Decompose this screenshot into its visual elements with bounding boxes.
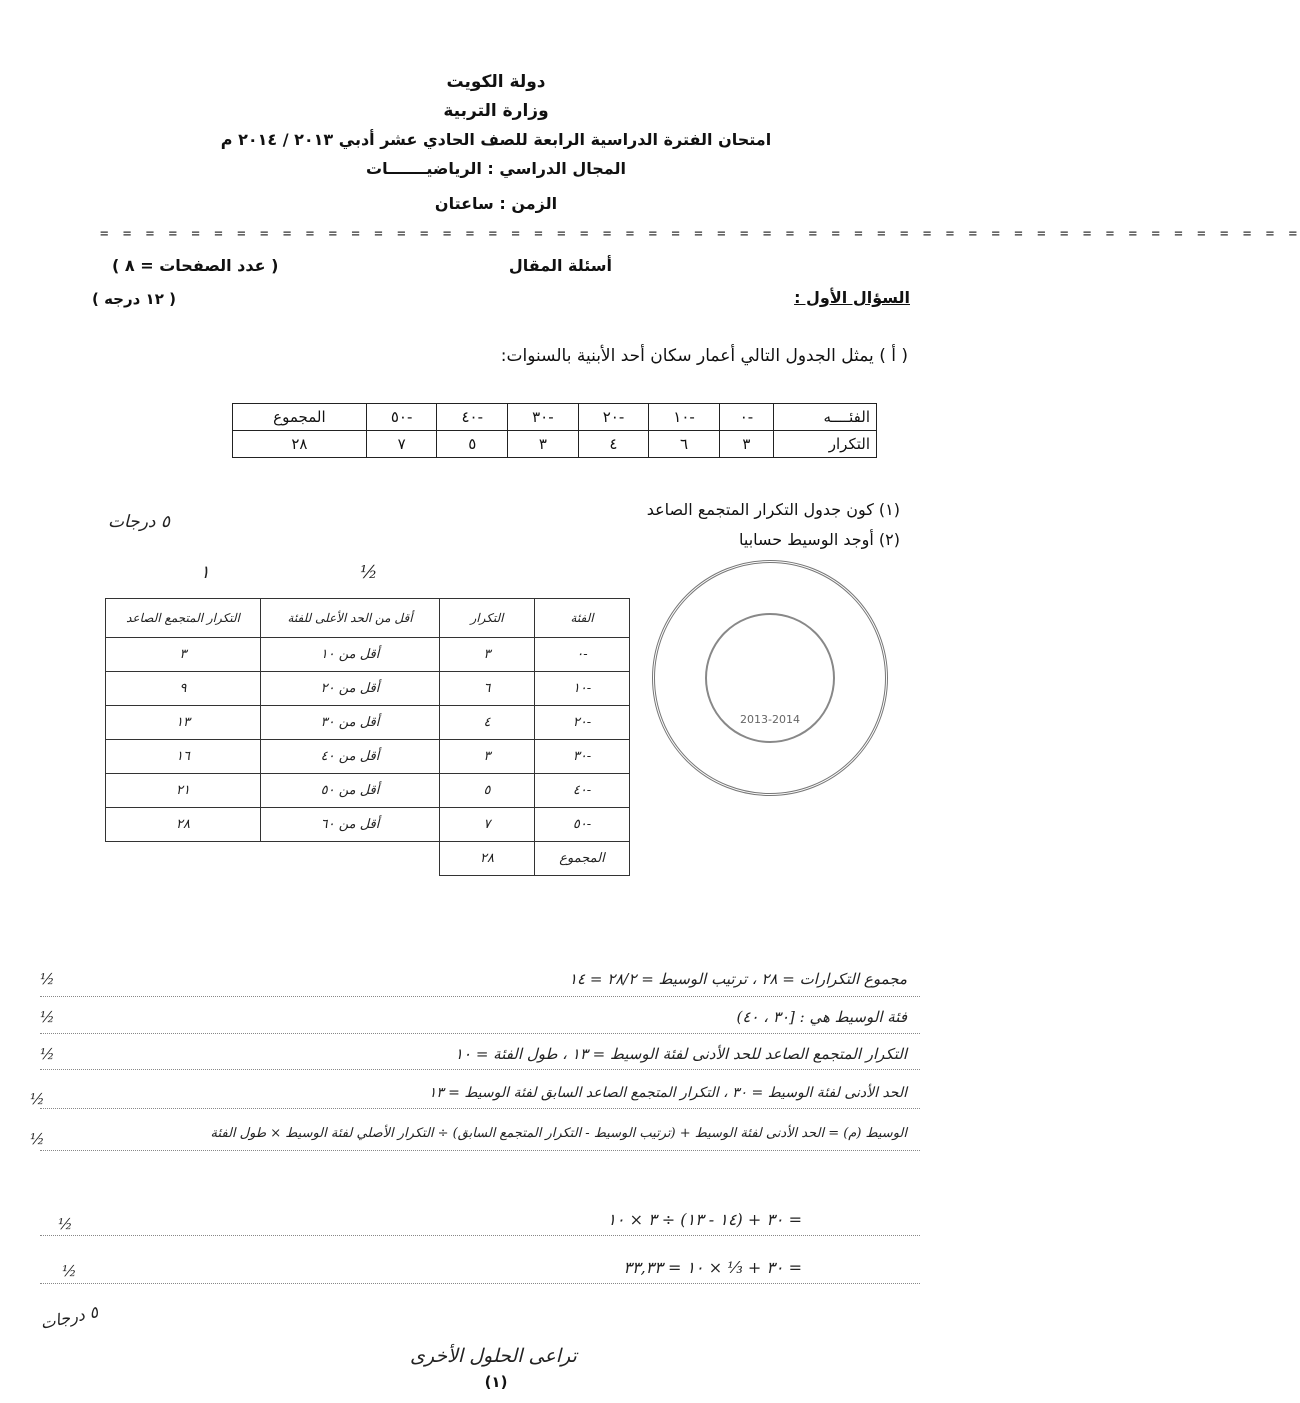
margin-mark: ½ — [30, 1090, 45, 1108]
cumulative-frequency-table — [105, 598, 630, 876]
class-cell: -٠ — [719, 404, 773, 431]
ruled-line — [40, 996, 920, 997]
solution-line: فئة الوسيط هي : [٣٠ ، ٤٠) — [736, 1008, 907, 1026]
frequency-cell: ٦ — [649, 431, 720, 458]
frequency-label: التكرار — [774, 431, 877, 458]
class-cell: -٥٠ — [366, 404, 437, 431]
answer-row — [106, 638, 630, 672]
frequency-row — [233, 431, 877, 458]
ruled-line — [40, 1235, 920, 1236]
class-cell: -٢٠ — [578, 404, 649, 431]
answer-cell: ٢١ — [106, 774, 261, 808]
answer-total-row — [106, 842, 630, 876]
bottom-marks-note: ٥ درجات — [38, 1302, 100, 1333]
essay-questions-title: أسئلة المقال — [508, 256, 612, 275]
frequency-cell: ٧ — [366, 431, 437, 458]
question-a-text: ( أ ) يمثل الجدول التالي أعمار سكان أحد الأبنية بالسنوات: — [500, 346, 908, 366]
header-class: الفئة — [535, 599, 630, 638]
frequency-cell: ٤ — [578, 431, 649, 458]
frequency-total: ٢٨ — [233, 431, 367, 458]
ruled-line — [40, 1150, 920, 1151]
answer-cell: ٥ — [440, 774, 535, 808]
question-one-title: السؤال الأول : — [794, 288, 910, 307]
answer-cell: -٤٠ — [535, 774, 630, 808]
margin-mark: ½ — [40, 970, 55, 988]
class-cell: -٣٠ — [508, 404, 579, 431]
given-frequency-table — [232, 403, 877, 458]
margin-mark: ½ — [62, 1262, 77, 1280]
duration-line: الزمن : ساعتان — [434, 194, 558, 213]
frequency-cell: ٥ — [437, 431, 508, 458]
header-less-than: أقل من الحد الأعلى للفئة — [261, 599, 440, 638]
school-stamp — [652, 560, 888, 796]
total-value-cell: ٢٨ — [440, 842, 535, 876]
answer-cell: ٤ — [440, 706, 535, 740]
total-label-cell: المجموع — [535, 842, 630, 876]
solution-line: مجموع التكرارات = ٢٨ ، ترتيب الوسيط = ٢٨/٢ = ١٤ — [568, 970, 907, 988]
solution-line: الحد الأدنى لفئة الوسيط = ٣٠ ، التكرار المتجمع الصاعد السابق لفئة الوسيط = ١٣ — [428, 1085, 907, 1101]
answer-cell: ٩ — [106, 672, 261, 706]
class-cell: -٤٠ — [437, 404, 508, 431]
subject-line: المجال الدراسي : الرياضيـــــــات — [366, 159, 626, 178]
answer-cell: أقل من ١٠ — [261, 638, 440, 672]
question-one-marks: ( ١٢ درجه ) — [92, 290, 176, 308]
margin-mark: ½ — [40, 1008, 55, 1026]
answer-cell: -٠ — [535, 638, 630, 672]
answer-cell: -١٠ — [535, 672, 630, 706]
answer-cell: ٧ — [440, 808, 535, 842]
answer-mark-half: ½ — [360, 562, 378, 583]
answer-row — [106, 740, 630, 774]
answer-cell: ١٦ — [106, 740, 261, 774]
ruled-line — [40, 1108, 920, 1109]
margin-mark: ½ — [30, 1130, 45, 1148]
pages-count: ( عدد الصفحات = ٨ ) — [112, 256, 279, 275]
solution-line: = ٣٠ + (١٤ - ١٣) ÷ ٣ × ١٠ — [607, 1210, 802, 1229]
solution-line: = ٣٠ + ⅓ × ١٠ = ٣٣,٣٣ — [623, 1258, 802, 1277]
stamp-year: 2013-2014 — [740, 713, 800, 726]
answer-cell: أقل من ٣٠ — [261, 706, 440, 740]
ruled-line — [40, 1069, 920, 1070]
answer-cell: ٢٨ — [106, 808, 261, 842]
answer-cell: ١٣ — [106, 706, 261, 740]
solution-line: التكرار المتجمع الصاعد للحد الأدنى لفئة الوسيط = ١٣ ، طول الفئة = ١٠ — [454, 1045, 907, 1063]
answer-cell: أقل من ٤٠ — [261, 740, 440, 774]
answer-header-row — [106, 599, 630, 638]
total-label: المجموع — [233, 404, 367, 431]
page-number: (١) — [484, 1373, 508, 1391]
answer-row — [106, 774, 630, 808]
answer-row — [106, 706, 630, 740]
class-cell: -١٠ — [649, 404, 720, 431]
other-solutions-note: تراعى الحلول الأخرى — [410, 1345, 577, 1367]
ruled-line — [40, 1283, 920, 1284]
class-row — [233, 404, 877, 431]
answer-cell: ٦ — [440, 672, 535, 706]
task-one: (١) كون جدول التكرار المتجمع الصاعد — [646, 500, 900, 519]
task-two: (٢) أوجد الوسيط حسابيا — [738, 530, 900, 549]
exam-title: امتحان الفترة الدراسية الرابعة للصف الحادي عشر أدبي ٢٠١٣ / ٢٠١٤ م — [220, 130, 772, 149]
class-label: الفئــــه — [774, 404, 877, 431]
answer-cell: -٣٠ — [535, 740, 630, 774]
ministry-name: وزارة التربية — [443, 101, 549, 121]
margin-mark: ½ — [58, 1215, 73, 1233]
answer-row — [106, 672, 630, 706]
margin-mark: ½ — [40, 1045, 55, 1063]
task-marks-note: ٥ درجات — [108, 512, 171, 532]
ruled-line — [40, 1033, 920, 1034]
answer-cell: ٣ — [440, 638, 535, 672]
frequency-cell: ٣ — [508, 431, 579, 458]
header-cumulative: التكرار المتجمع الصاعد — [106, 599, 261, 638]
frequency-cell: ٣ — [719, 431, 773, 458]
answer-cell: أقل من ٢٠ — [261, 672, 440, 706]
answer-cell: أقل من ٥٠ — [261, 774, 440, 808]
answer-cell: -٥٠ — [535, 808, 630, 842]
answer-cell: ٣ — [106, 638, 261, 672]
answer-mark-one: ١ — [200, 562, 210, 583]
header-frequency: التكرار — [440, 599, 535, 638]
header-divider: = = = = = = = = = = = = = = = = = = = = = = = = = = = = = = = = = = = = = = = = = = = = = = = = = = = = = — [100, 226, 1300, 242]
answer-cell: -٢٠ — [535, 706, 630, 740]
empty-cell — [261, 842, 440, 876]
answer-cell: أقل من ٦٠ — [261, 808, 440, 842]
answer-row — [106, 808, 630, 842]
empty-cell — [106, 842, 261, 876]
solution-line: الوسيط (م) = الحد الأدنى لفئة الوسيط + (ترتيب الوسيط - التكرار المتجمع السابق) ÷ التكرار الأصلي لفئة الوسيط × طول الفئة — [210, 1126, 907, 1141]
country-name: دولة الكويت — [446, 72, 546, 92]
answer-cell: ٣ — [440, 740, 535, 774]
